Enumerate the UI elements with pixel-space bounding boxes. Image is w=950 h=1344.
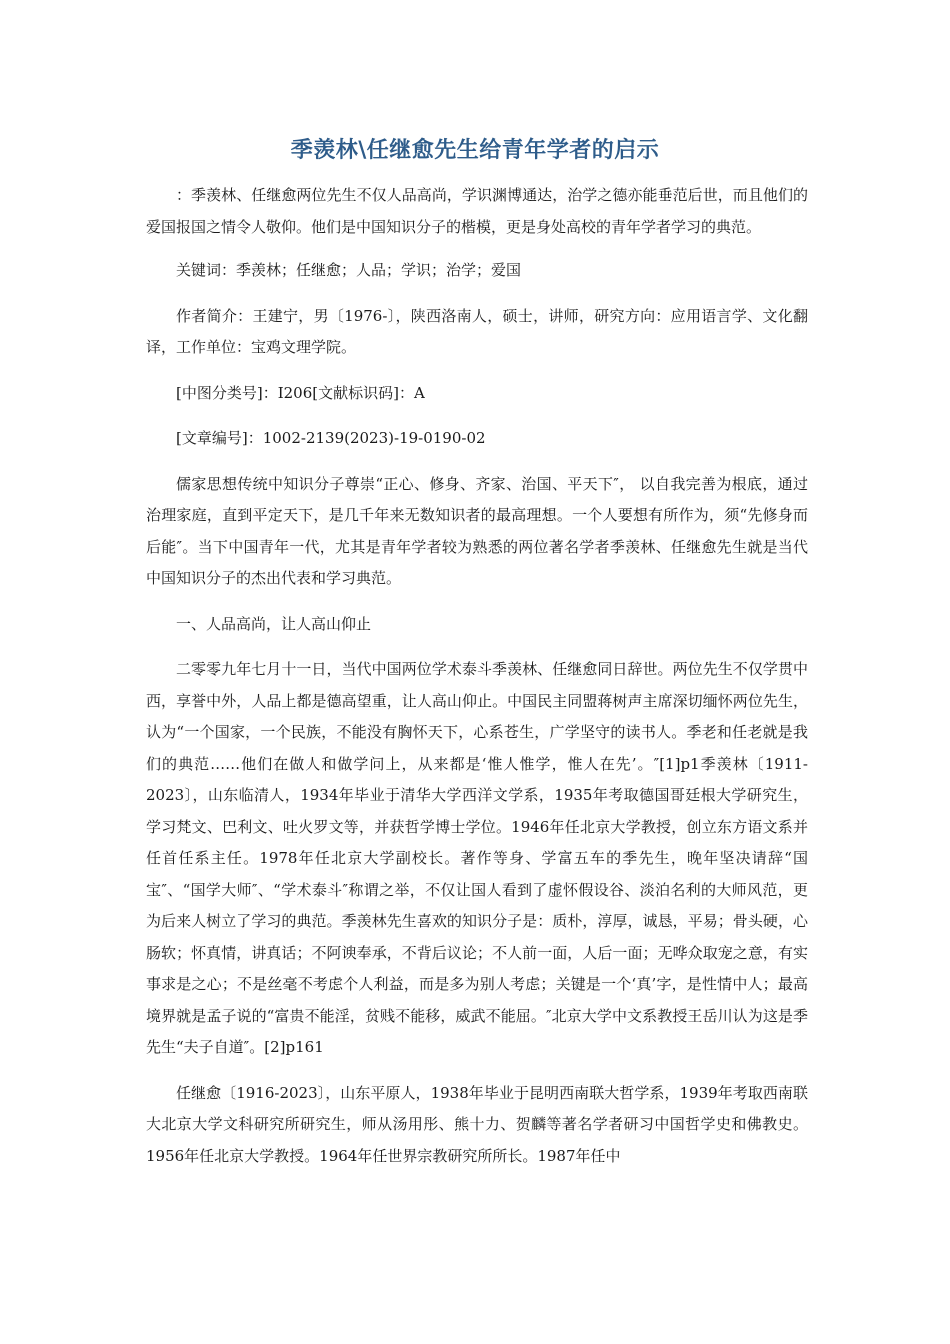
body-paragraph: 任继愈〔1916-2023〕，山东平原人，1938年毕业于昆明西南联大哲学系，1939年考取西南联大北京大学文科研究所研究生，师从汤用彤、熊十力、贺麟等著名学者研习中国哲学史和佛教史。1956年任北京大学教授。1964年任世界宗教研究所所长。1987年任中 — [146, 1083, 808, 1165]
article-body — [146, 180, 808, 1186]
body-paragraph: 二零零九年七月十一日，当代中国两位学术泰斗季羡林、任继愈同日辞世。两位先生不仅学贯中西，享誉中外，人品上都是德高望重，让人高山仰止。中国民主同盟蒋树声主席深切缅怀两位先生，认为“一个国家，一个民族，不能没有胸怀天下，心系苍生，广学坚守的读书人。季老和任老就是我们的典范……他们在做人和做学问上，从来都是‘惟人惟学，惟人在先’。″[1]p1季羡林〔1911-2023〕，山东临清人，1934年毕业于清华大学西洋文学系，1935年考取德国哥廷根大学研究生，学习梵文、巴利文、吐火罗文等，并获哲学博士学位。1946年任北京大学教授，创立东方语文系并任首任系主任。1978年任北京大学副校长。著作等身、学富五车的季先生，晚年坚决请辞“国宝″、“国学大师″、“学术泰斗″称谓之举，不仅让国人看到了虚怀假设谷、淡泊名利的大师风范，更为后来人树立了学习的典范。季羡林先生喜欢的知识分子是：质朴，淳厚，诚恳，平易；骨头硬，心肠软；怀真情，讲真话；不阿谀奉承，不背后议论；不人前一面，人后一面；无哗众取宠之意，有实事求是之心；不是丝毫不考虑个人利益，而是多为别人考虑；关键是一个‘真’字，是性情中人；最高境界就是孟子说的“富贵不能淫，贫贱不能移，威武不能屈。″北京大学中文系教授王岳川认为这是季先生“夫子自道″。[2]p161 — [146, 660, 808, 1056]
author-bio-paragraph: 作者简介：王建宁，男〔1976-〕，陕西洛南人，硕士，讲师，研究方向：应用语言学、文化翻译，工作单位：宝鸡文理学院。 — [146, 306, 808, 356]
classification-number: [中图分类号]：I206[文献标识码]：A — [176, 383, 425, 402]
body-paragraph: 儒家思想传统中知识分子尊崇“正心、修身、齐家、治国、平天下″， 以自我完善为根底，通过治理家庭，直到平定天下，是几千年来无数知识者的最高理想。一个人要想有所作为，须“先修身而后能″。当下中国青年一代，尤其是青年学者较为熟悉的两位著名学者季羡林、任继愈先生就是当代中国知识分子的杰出代表和学习典范。 — [146, 474, 808, 587]
keywords-paragraph: 关键词：季羡林；任继愈；人品；学识；治学；爱国 — [176, 261, 522, 279]
section-heading: 一、人品高尚，让人高山仰止 — [176, 614, 372, 633]
page-title: 季羡林\任继愈先生给青年学者的启示 — [290, 138, 660, 163]
article-number: [文章编号]：1002-2139(2023)-19-0190-02 — [176, 429, 486, 447]
abstract-paragraph: ：季羡林、任继愈两位先生不仅人品高尚，学识渊博通达，治学之德亦能垂范后世，而且他们的爱国报国之情令人敬仰。他们是中国知识分子的楷模，更是身处高校的青年学者学习的典范。 — [146, 186, 808, 236]
